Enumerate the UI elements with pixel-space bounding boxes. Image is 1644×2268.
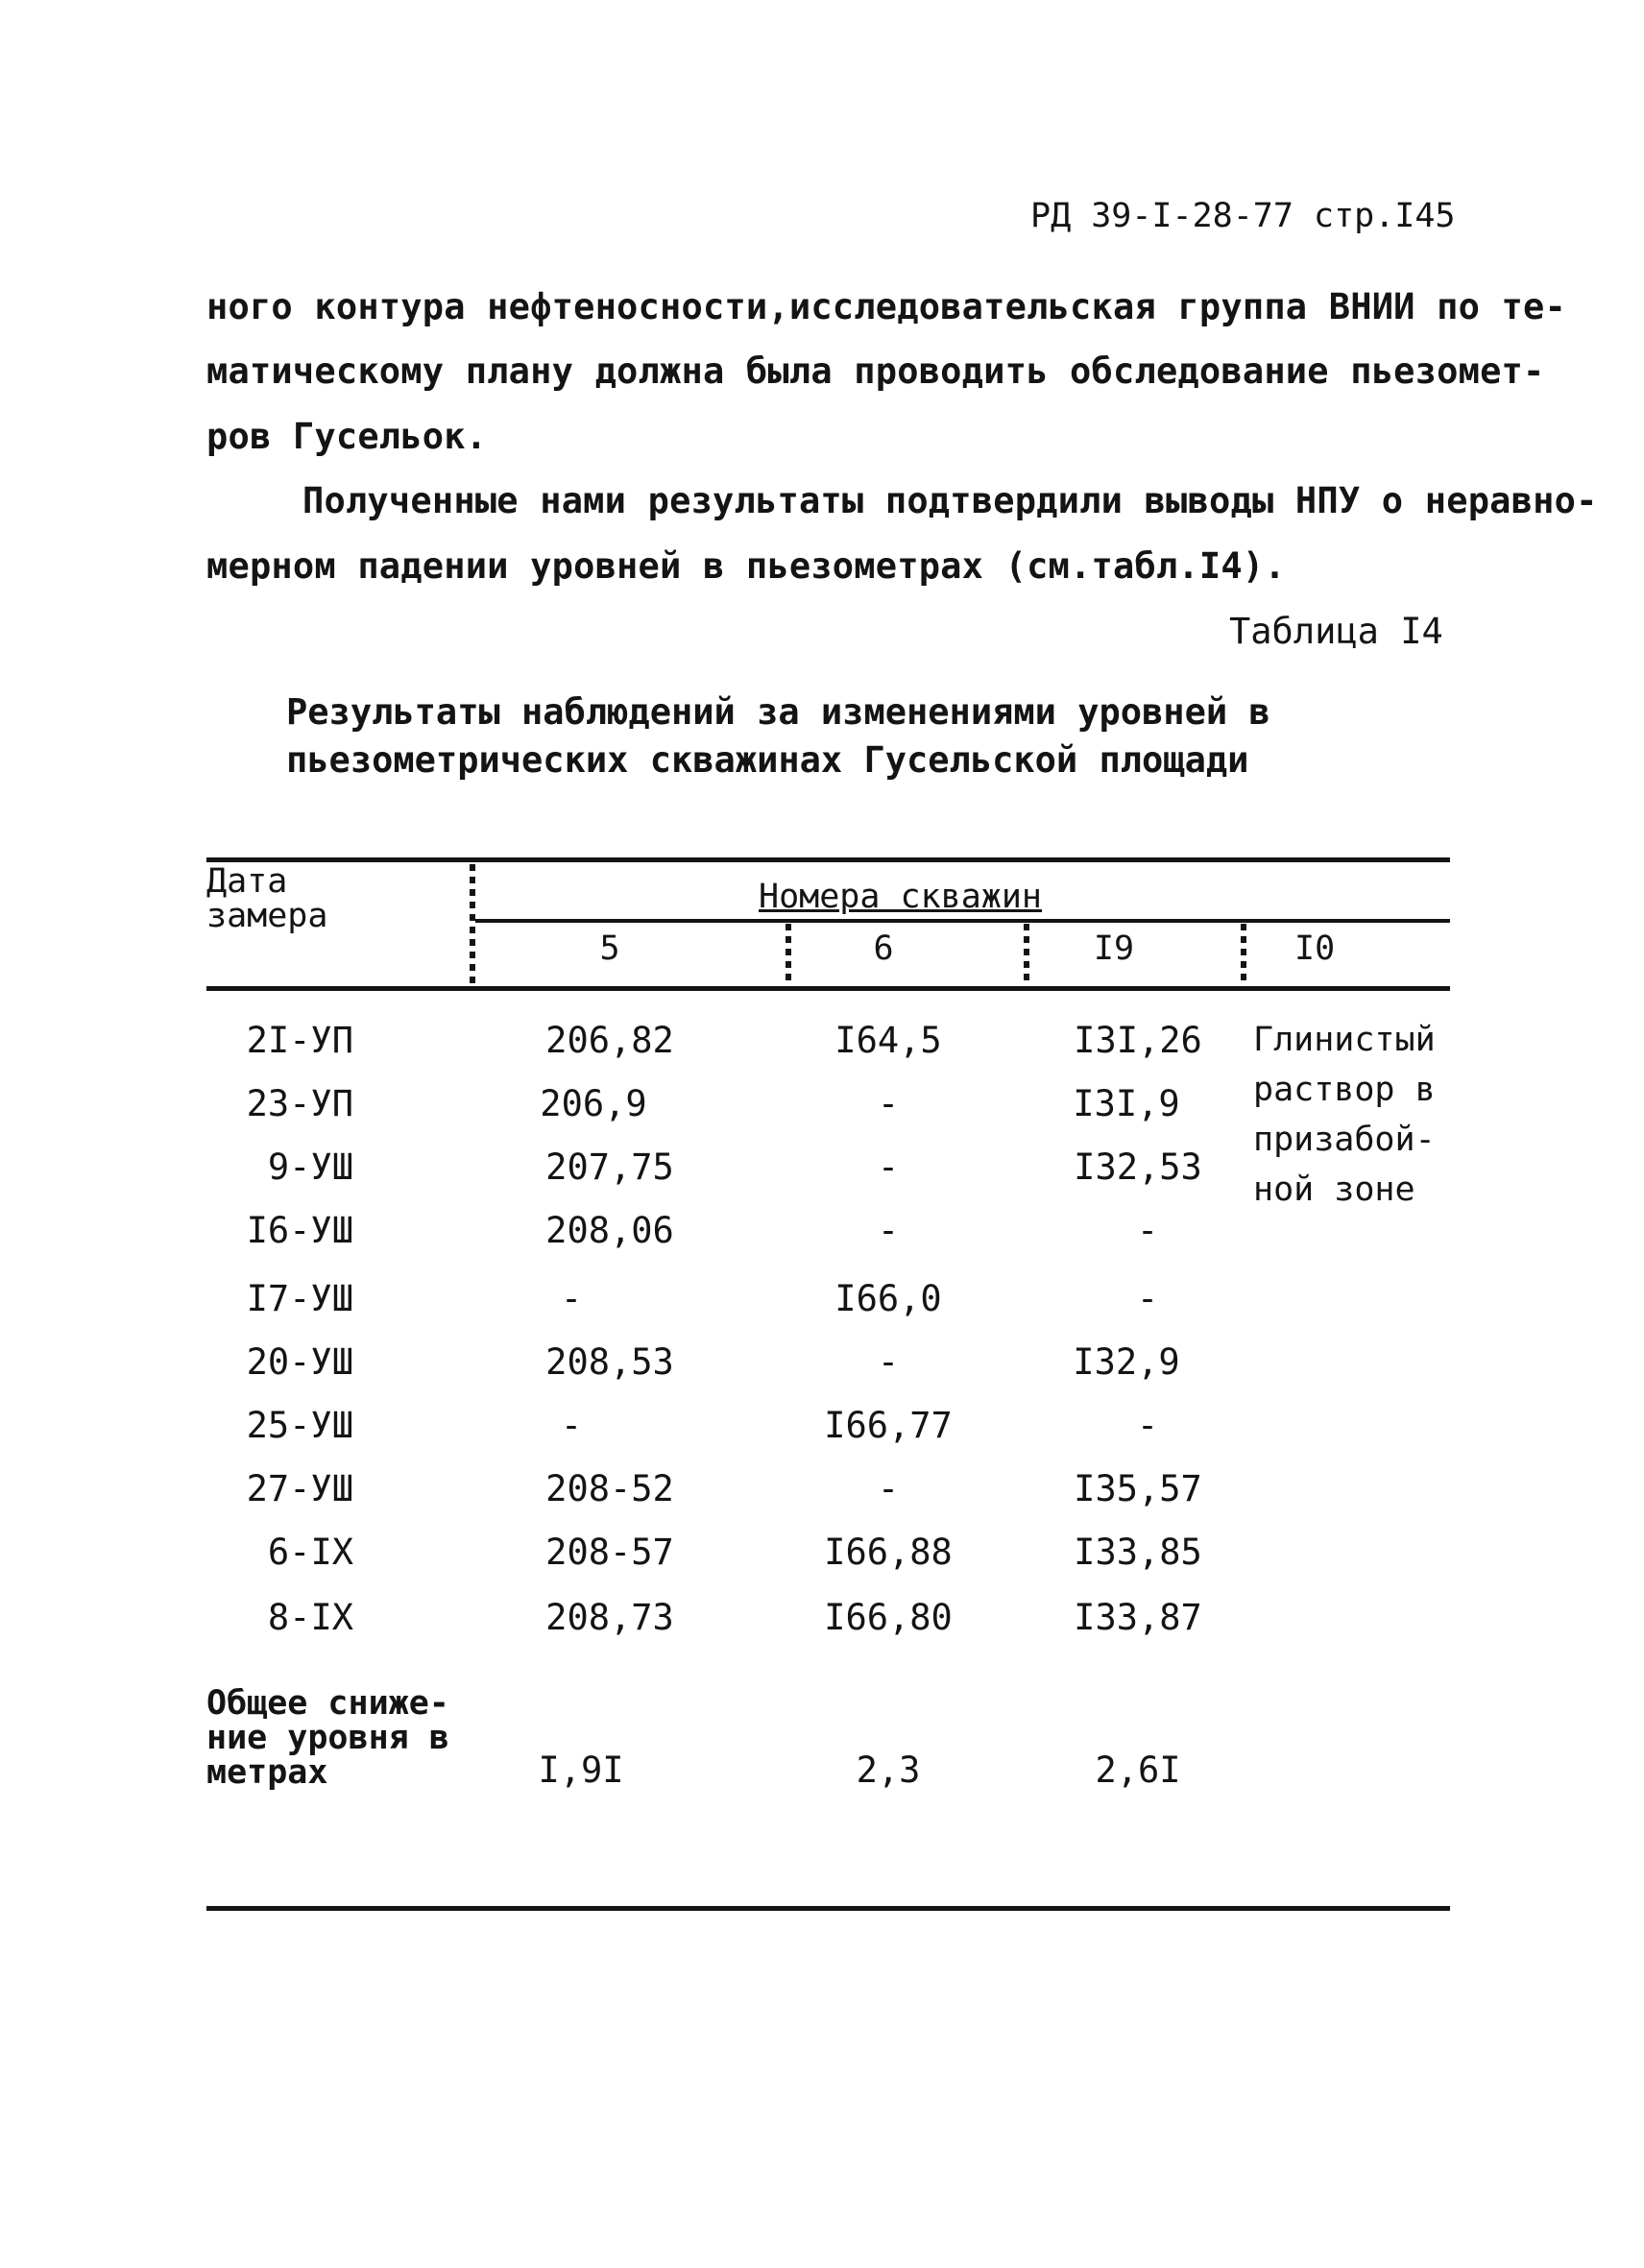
well-19-value: - xyxy=(1136,1405,1159,1446)
note-line: ной зоне xyxy=(1253,1170,1415,1209)
total-well-5: I,9I xyxy=(538,1749,624,1791)
well-5-value: 207,75 xyxy=(545,1146,674,1188)
date-cell: 27-УШ xyxy=(246,1468,353,1509)
total-label-line: Общее сниже- xyxy=(206,1684,449,1723)
well-6-value: I66,80 xyxy=(824,1597,953,1638)
table-bottom-rule xyxy=(206,1906,1450,1911)
well-5-value: 208,06 xyxy=(545,1210,674,1251)
well-6-value: - xyxy=(877,1083,900,1124)
table-top-rule xyxy=(206,857,1450,862)
well-5-value: 206,9 xyxy=(540,1083,647,1124)
date-header: Дата xyxy=(206,862,288,901)
total-label-line: ние уровня в xyxy=(206,1719,449,1757)
header-separator xyxy=(1241,924,1246,986)
paragraph-line: мерном падении уровней в пьезометрах (см.табл.I4). xyxy=(206,545,1286,587)
well-19-header: I9 xyxy=(1093,929,1135,968)
date-cell: 9-УШ xyxy=(267,1146,353,1188)
document-reference: РД 39-I-28-77 стр.I45 xyxy=(1030,197,1456,235)
wells-group-header: Номера скважин xyxy=(759,878,1043,916)
paragraph-line: ного контура нефтеносности,исследовательская группа ВНИИ по те- xyxy=(206,286,1566,327)
well-5-value: 206,82 xyxy=(545,1020,674,1061)
well-19-value: I32,9 xyxy=(1073,1341,1180,1383)
note-line: раствор в xyxy=(1253,1071,1436,1109)
well-6-value: - xyxy=(877,1341,900,1383)
date-cell: I6-УШ xyxy=(246,1210,353,1251)
well-19-value: I33,87 xyxy=(1074,1597,1202,1638)
date-cell: 8-IX xyxy=(267,1597,353,1638)
table-title-line: пьезометрических скважинах Гусельской площади xyxy=(286,739,1249,781)
well-5-value: - xyxy=(560,1278,583,1319)
well-19-value: I33,85 xyxy=(1074,1532,1202,1573)
date-cell: 6-IX xyxy=(267,1532,353,1573)
table-title-line: Результаты наблюдений за изменениями уровней в xyxy=(286,691,1270,733)
date-cell: 2I-УП xyxy=(246,1020,353,1061)
well-5-value: - xyxy=(560,1405,583,1446)
date-cell: 23-УП xyxy=(246,1083,353,1124)
total-well-6: 2,3 xyxy=(856,1749,921,1791)
note-line: призабой- xyxy=(1253,1121,1436,1159)
well-19-value: I32,53 xyxy=(1074,1146,1202,1188)
well-5-header: 5 xyxy=(599,929,620,968)
well-5-value: 208,73 xyxy=(545,1597,674,1638)
date-cell: I7-УШ xyxy=(246,1278,353,1319)
wells-group-rule xyxy=(475,919,1450,923)
well-6-value: - xyxy=(877,1146,900,1188)
well-5-value: 208-52 xyxy=(545,1468,674,1509)
well-19-value: I3I,9 xyxy=(1073,1083,1180,1124)
note-line: Глинистый xyxy=(1253,1021,1436,1059)
well-6-value: - xyxy=(877,1468,900,1509)
well-6-value: I66,88 xyxy=(824,1532,953,1573)
well-19-value: I35,57 xyxy=(1074,1468,1202,1509)
paragraph-line: ров Гусельок. xyxy=(206,416,488,457)
well-6-value: I64,5 xyxy=(834,1020,942,1061)
well-19-value: - xyxy=(1136,1278,1159,1319)
well-5-value: 208,53 xyxy=(545,1341,674,1383)
well-19-value: - xyxy=(1136,1210,1159,1251)
well-5-value: 208-57 xyxy=(545,1532,674,1573)
well-19-value: I3I,26 xyxy=(1074,1020,1202,1061)
header-separator xyxy=(470,864,475,986)
total-well-19: 2,6I xyxy=(1095,1749,1181,1791)
total-label-line: метрах xyxy=(206,1753,328,1792)
paragraph-line: матическому плану должна была проводить обследование пьезомет- xyxy=(206,350,1545,392)
well-6-header: 6 xyxy=(873,929,894,968)
well-6-value: - xyxy=(877,1210,900,1251)
well-10-header: I0 xyxy=(1294,929,1336,968)
well-6-value: I66,0 xyxy=(834,1278,942,1319)
date-cell: 25-УШ xyxy=(246,1405,353,1446)
header-bottom-rule xyxy=(206,986,1450,991)
well-6-value: I66,77 xyxy=(824,1405,953,1446)
date-header: замера xyxy=(206,897,328,935)
paragraph-line: Полученные нами результаты подтвердили выводы НПУ о неравно- xyxy=(302,480,1598,521)
date-cell: 20-УШ xyxy=(246,1341,353,1383)
table-caption: Таблица I4 xyxy=(1229,611,1443,652)
